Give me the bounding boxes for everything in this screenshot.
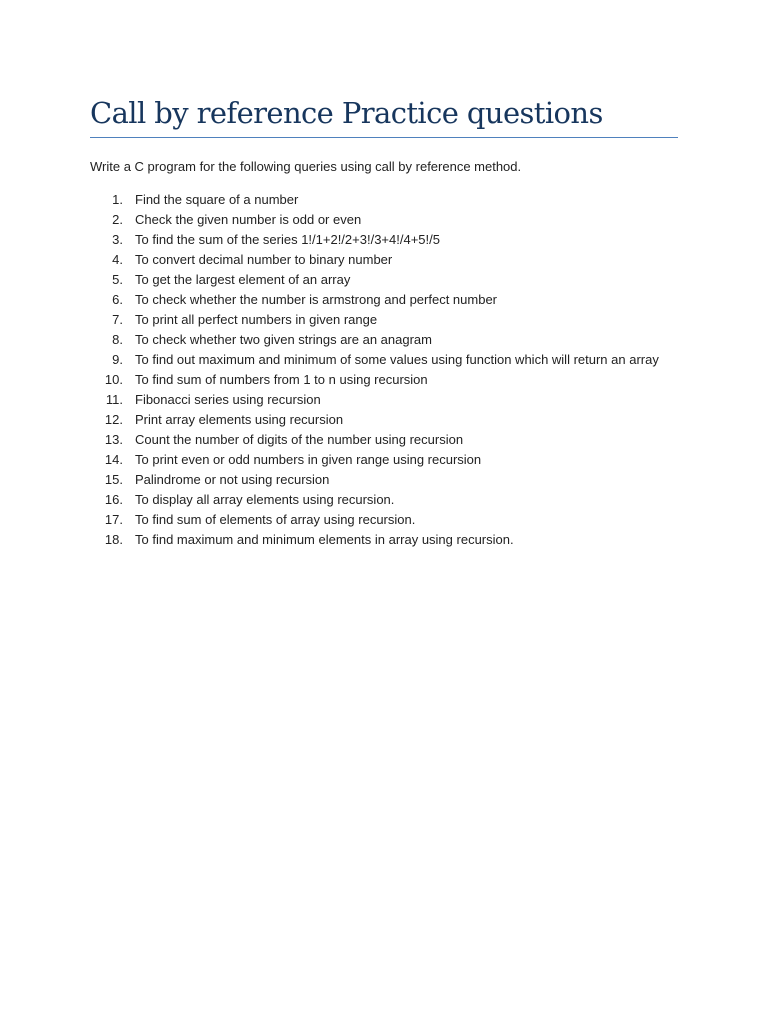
list-item — [90, 450, 482, 470]
item-text: To check whether two given strings are an anagram — [135, 332, 432, 347]
item-number: 17. — [104, 512, 123, 527]
list-item — [90, 430, 464, 450]
list-item — [90, 210, 362, 230]
item-text: To check whether the number is armstrong and perfect number — [135, 292, 498, 307]
item-number: 9. — [112, 352, 123, 367]
list-item — [90, 310, 378, 330]
item-text: To print all perfect numbers in given range — [135, 312, 378, 327]
item-number: 16. — [104, 492, 123, 507]
item-number: 4. — [112, 252, 123, 267]
list-item — [90, 370, 428, 390]
item-number: 1. — [112, 192, 123, 207]
item-text: Print array elements using recursion — [135, 412, 344, 427]
list-item — [90, 490, 395, 510]
list-item — [90, 470, 330, 490]
item-number: 14. — [104, 452, 123, 467]
item-text: To find maximum and minimum elements in array using recursion. — [135, 532, 514, 547]
item-text: To convert decimal number to binary number — [135, 252, 393, 267]
list-item — [90, 250, 393, 270]
item-number: 13. — [104, 432, 123, 447]
list-item — [90, 230, 440, 250]
item-number: 12. — [104, 412, 123, 427]
item-text: To find out maximum and minimum of some values using function which will return an array — [135, 352, 659, 367]
item-text: To print even or odd numbers in given range using recursion — [135, 452, 482, 467]
item-text: To display all array elements using recursion. — [135, 492, 395, 507]
item-number: 5. — [112, 272, 123, 287]
list-item — [90, 390, 321, 410]
list-item — [90, 410, 344, 430]
item-number: 11. — [105, 392, 123, 407]
item-text: To find sum of elements of array using recursion. — [135, 512, 416, 527]
list-item — [90, 510, 416, 530]
item-text: Count the number of digits of the number using recursion — [135, 432, 464, 447]
item-text: Check the given number is odd or even — [135, 212, 362, 227]
list-item — [90, 190, 299, 210]
item-number: 18. — [104, 532, 123, 547]
item-text: Palindrome or not using recursion — [135, 472, 330, 487]
item-text: To find the sum of the series 1!/1+2!/2+3!/3+4!/4+5!/5 — [135, 232, 440, 247]
intro-text: Write a C program for the following queries using call by reference method. — [90, 159, 522, 174]
page-title: Call by reference Practice questions — [90, 96, 603, 130]
item-text: Find the square of a number — [135, 192, 299, 207]
list-item — [90, 330, 432, 350]
item-text: To get the largest element of an array — [135, 272, 351, 287]
list-item — [90, 290, 498, 310]
list-item — [90, 350, 659, 370]
list-item — [90, 270, 351, 290]
item-number: 8. — [112, 332, 123, 347]
item-number: 2. — [112, 212, 123, 227]
list-item — [90, 530, 514, 550]
item-number: 10. — [104, 372, 123, 387]
item-text: To find sum of numbers from 1 to n using recursion — [135, 372, 428, 387]
item-text: Fibonacci series using recursion — [135, 392, 321, 407]
item-number: 15. — [104, 472, 123, 487]
title-underline — [90, 137, 678, 138]
item-number: 6. — [112, 292, 123, 307]
item-number: 3. — [112, 232, 123, 247]
item-number: 7. — [112, 312, 123, 327]
question-list — [90, 190, 659, 550]
